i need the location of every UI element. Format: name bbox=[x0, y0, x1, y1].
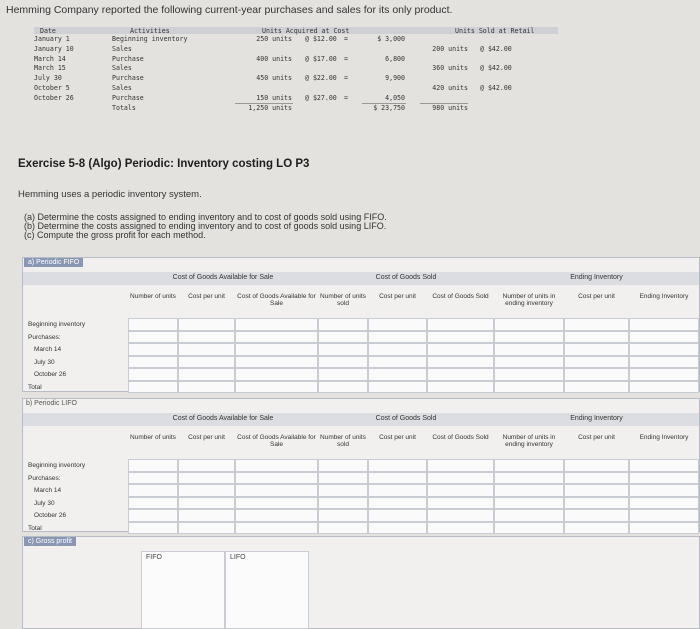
data-row-total: 9,900 bbox=[385, 74, 405, 83]
data-row-retail: @ $42.00 bbox=[480, 64, 512, 73]
data-row-activity: Purchase bbox=[112, 54, 144, 63]
lifo-input-cell[interactable] bbox=[178, 472, 235, 485]
fifo-input-cell[interactable] bbox=[318, 356, 368, 369]
fifo-input-cell[interactable] bbox=[494, 356, 564, 369]
data-row-sold-units: 980 units bbox=[432, 103, 468, 112]
data-row-equals: = bbox=[344, 74, 348, 83]
data-row-activity: Purchase bbox=[112, 74, 144, 83]
fifo-input-cell[interactable] bbox=[235, 381, 318, 394]
lifo-input-cell[interactable] bbox=[178, 522, 235, 535]
data-row-date: October 26 bbox=[34, 93, 74, 102]
fifo-row-label: October 26 bbox=[34, 371, 67, 378]
fifo-row-label: March 14 bbox=[34, 346, 62, 353]
data-row-activity: Totals bbox=[112, 103, 136, 112]
lifo-input-cell[interactable] bbox=[427, 509, 494, 522]
data-row-activity: Beginning inventory bbox=[112, 35, 188, 43]
gross-fifo-header: FIFO bbox=[146, 554, 162, 561]
lifo-group-sold: Cost of Goods Sold bbox=[375, 415, 437, 422]
lifo-input-cell[interactable] bbox=[368, 484, 427, 497]
lifo-input-cell[interactable] bbox=[368, 459, 427, 472]
lifo-col-cogas: Cost of Goods Available for Sale bbox=[237, 434, 316, 448]
fifo-group-ending: Ending Inventory bbox=[570, 274, 623, 281]
lifo-input-cell[interactable] bbox=[318, 522, 368, 535]
data-row-cost: @ $27.00 bbox=[305, 93, 337, 102]
lifo-row-label: July 30 bbox=[34, 499, 55, 507]
data-row-cost: @ $17.00 bbox=[305, 54, 337, 63]
fifo-input-cell[interactable] bbox=[128, 331, 178, 344]
data-row-equals: = bbox=[344, 35, 348, 43]
data-row-date: January 1 bbox=[34, 35, 70, 43]
lifo-col-end-inv: Ending Inventory bbox=[639, 434, 689, 441]
fifo-input-cell[interactable] bbox=[368, 331, 427, 344]
inventory-system-text: Hemming uses a periodic inventory system. bbox=[18, 189, 202, 200]
lifo-input-cell[interactable] bbox=[629, 472, 699, 485]
fifo-input-cell[interactable] bbox=[235, 368, 318, 381]
data-row-retail: @ $42.00 bbox=[480, 84, 512, 92]
lifo-input-cell[interactable] bbox=[318, 459, 368, 472]
lifo-input-cell[interactable] bbox=[235, 509, 318, 522]
fifo-col-num-end: Number of units in ending inventory bbox=[502, 293, 556, 307]
fifo-input-cell[interactable] bbox=[368, 381, 427, 394]
lifo-input-cell[interactable] bbox=[128, 459, 178, 472]
intro-text: Hemming Company reported the following current-year purchases and sales for its only product. bbox=[6, 4, 453, 16]
lifo-input-cell[interactable] bbox=[235, 472, 318, 485]
fifo-input-cell[interactable] bbox=[629, 381, 699, 394]
fifo-col-cost-unit2: Cost per unit bbox=[379, 293, 416, 300]
lifo-input-cell[interactable] bbox=[564, 472, 629, 485]
data-row-sold-units: 420 units bbox=[432, 84, 468, 92]
data-row-units: 1,250 units bbox=[248, 103, 292, 112]
fifo-input-cell[interactable] bbox=[235, 331, 318, 344]
lifo-input-cell[interactable] bbox=[318, 509, 368, 522]
fifo-col-cogas: Cost of Goods Available for Sale bbox=[237, 293, 316, 307]
lifo-row-label: Purchases: bbox=[28, 474, 61, 482]
fifo-group-sold: Cost of Goods Sold bbox=[375, 274, 437, 281]
data-row-date: October 5 bbox=[34, 84, 70, 92]
data-row-equals: = bbox=[344, 54, 348, 63]
fifo-input-cell[interactable] bbox=[318, 318, 368, 331]
lifo-input-cell[interactable] bbox=[629, 509, 699, 522]
fifo-input-cell[interactable] bbox=[235, 343, 318, 356]
lifo-input-cell[interactable] bbox=[235, 484, 318, 497]
lifo-input-cell[interactable] bbox=[318, 497, 368, 510]
fifo-input-cell[interactable] bbox=[564, 331, 629, 344]
data-row-cost: @ $12.00 bbox=[305, 35, 337, 43]
fifo-input-cell[interactable] bbox=[427, 368, 494, 381]
lifo-input-cell[interactable] bbox=[427, 459, 494, 472]
lifo-input-cell[interactable] bbox=[629, 459, 699, 472]
fifo-input-cell[interactable] bbox=[564, 368, 629, 381]
fifo-input-cell[interactable] bbox=[629, 356, 699, 369]
data-row-date: March 14 bbox=[34, 54, 66, 63]
fifo-row-label: Total bbox=[28, 383, 42, 391]
data-row-total: 4,050 bbox=[385, 93, 405, 102]
lifo-col-num-end: Number of units in ending inventory bbox=[502, 434, 556, 448]
fifo-input-cell[interactable] bbox=[128, 356, 178, 369]
data-row-total: $ 23,750 bbox=[373, 103, 405, 112]
fifo-group-available: Cost of Goods Available for Sale bbox=[172, 274, 274, 281]
fifo-input-cell[interactable] bbox=[564, 381, 629, 394]
header-acquired: Units Acquired at Cost bbox=[262, 27, 350, 35]
lifo-input-cell[interactable] bbox=[494, 484, 564, 497]
requirement-c: (c) Compute the gross profit for each method. bbox=[24, 230, 206, 240]
fifo-col-end-inv: Ending Inventory bbox=[639, 293, 689, 300]
fifo-input-cell[interactable] bbox=[494, 318, 564, 331]
fifo-input-cell[interactable] bbox=[235, 356, 318, 369]
data-row-units: 400 units bbox=[256, 54, 292, 63]
gross-lifo-header: LIFO bbox=[230, 554, 246, 561]
lifo-input-cell[interactable] bbox=[494, 472, 564, 485]
header-activities: Activities bbox=[130, 27, 170, 35]
fifo-input-cell[interactable] bbox=[368, 318, 427, 331]
header-sold: Units Sold at Retail bbox=[455, 27, 535, 35]
lifo-input-cell[interactable] bbox=[564, 484, 629, 497]
fifo-input-cell[interactable] bbox=[368, 343, 427, 356]
fifo-input-cell[interactable] bbox=[318, 381, 368, 394]
data-row-date: January 10 bbox=[34, 44, 74, 53]
lifo-input-cell[interactable] bbox=[494, 522, 564, 535]
lifo-row-label: October 26 bbox=[34, 512, 67, 519]
lifo-input-cell[interactable] bbox=[318, 484, 368, 497]
lifo-input-cell[interactable] bbox=[128, 472, 178, 485]
lifo-row-label: Total bbox=[28, 524, 42, 532]
lifo-input-cell[interactable] bbox=[564, 459, 629, 472]
lifo-row-label: Beginning inventory bbox=[28, 462, 86, 469]
lifo-input-cell[interactable] bbox=[368, 472, 427, 485]
lifo-input-cell[interactable] bbox=[128, 497, 178, 510]
data-row-units: 150 units bbox=[256, 93, 292, 102]
lifo-group-available: Cost of Goods Available for Sale bbox=[172, 415, 274, 422]
fifo-input-cell[interactable] bbox=[427, 356, 494, 369]
lifo-input-cell[interactable] bbox=[427, 497, 494, 510]
lifo-input-cell[interactable] bbox=[494, 509, 564, 522]
lifo-input-cell[interactable] bbox=[178, 509, 235, 522]
lifo-input-cell[interactable] bbox=[178, 497, 235, 510]
fifo-input-cell[interactable] bbox=[318, 343, 368, 356]
data-row-activity: Sales bbox=[112, 84, 132, 92]
lifo-input-cell[interactable] bbox=[128, 484, 178, 497]
fifo-col-num-sold: Number of units sold bbox=[320, 293, 366, 307]
lifo-input-cell[interactable] bbox=[235, 497, 318, 510]
fifo-input-cell[interactable] bbox=[629, 318, 699, 331]
fifo-input-cell[interactable] bbox=[427, 331, 494, 344]
fifo-input-cell[interactable] bbox=[494, 331, 564, 344]
lifo-input-cell[interactable] bbox=[494, 497, 564, 510]
lifo-input-cell[interactable] bbox=[494, 459, 564, 472]
gross-lifo-column[interactable] bbox=[225, 551, 309, 629]
lifo-input-cell[interactable] bbox=[368, 509, 427, 522]
data-row-sold-units: 360 units bbox=[432, 64, 468, 73]
data-row-activity: Purchase bbox=[112, 93, 144, 102]
lifo-input-cell[interactable] bbox=[235, 522, 318, 535]
fifo-input-cell[interactable] bbox=[178, 343, 235, 356]
lifo-section-label: b) Periodic LIFO bbox=[26, 400, 77, 407]
exercise-title: Exercise 5-8 (Algo) Periodic: Inventory costing LO P3 bbox=[18, 158, 310, 170]
fifo-input-cell[interactable] bbox=[128, 381, 178, 394]
lifo-input-cell[interactable] bbox=[128, 509, 178, 522]
fifo-input-cell[interactable] bbox=[629, 343, 699, 356]
lifo-row-label: March 14 bbox=[34, 487, 62, 494]
lifo-input-cell[interactable] bbox=[564, 509, 629, 522]
data-row-total: 6,800 bbox=[385, 54, 405, 63]
fifo-input-cell[interactable] bbox=[128, 368, 178, 381]
data-row-equals: = bbox=[344, 93, 348, 102]
gross-section-label: c) Gross profit bbox=[24, 537, 76, 546]
fifo-input-cell[interactable] bbox=[178, 318, 235, 331]
lifo-input-cell[interactable] bbox=[368, 497, 427, 510]
fifo-row-label: Beginning inventory bbox=[28, 321, 86, 328]
fifo-input-cell[interactable] bbox=[629, 331, 699, 344]
fifo-input-cell[interactable] bbox=[368, 356, 427, 369]
fifo-col-cogs: Cost of Goods Sold bbox=[432, 293, 489, 300]
fifo-row-label: Purchases: bbox=[28, 333, 61, 341]
lifo-group-ending: Ending Inventory bbox=[570, 415, 623, 422]
lifo-input-cell[interactable] bbox=[427, 484, 494, 497]
units-total-rule bbox=[235, 103, 293, 104]
fifo-input-cell[interactable] bbox=[318, 331, 368, 344]
fifo-section-label: a) Periodic FIFO bbox=[24, 258, 83, 267]
header-date: Date bbox=[40, 27, 56, 35]
fifo-input-cell[interactable] bbox=[494, 381, 564, 394]
fifo-input-cell[interactable] bbox=[427, 343, 494, 356]
gross-fifo-column[interactable] bbox=[141, 551, 225, 629]
lifo-input-cell[interactable] bbox=[318, 472, 368, 485]
lifo-col-cogs: Cost of Goods Sold bbox=[432, 434, 489, 441]
fifo-input-cell[interactable] bbox=[178, 356, 235, 369]
data-row-units: 250 units bbox=[256, 35, 292, 43]
fifo-input-cell[interactable] bbox=[564, 318, 629, 331]
data-row-date: July 30 bbox=[34, 74, 62, 83]
lifo-input-cell[interactable] bbox=[629, 522, 699, 535]
data-row-activity: Sales bbox=[112, 64, 132, 73]
data-row-cost: @ $22.00 bbox=[305, 74, 337, 83]
fifo-input-cell[interactable] bbox=[128, 343, 178, 356]
lifo-input-cell[interactable] bbox=[427, 472, 494, 485]
data-row-total: $ 3,000 bbox=[377, 35, 405, 43]
fifo-input-cell[interactable] bbox=[178, 381, 235, 394]
lifo-input-cell[interactable] bbox=[564, 497, 629, 510]
fifo-input-cell[interactable] bbox=[128, 318, 178, 331]
gross-panel bbox=[22, 536, 700, 629]
fifo-col-num-units: Number of units bbox=[130, 293, 176, 300]
lifo-input-cell[interactable] bbox=[629, 497, 699, 510]
requirement-a: (a) Determine the costs assigned to ending inventory and to cost of goods sold using FIFO. bbox=[24, 212, 387, 222]
data-row-sold-units: 200 units bbox=[432, 44, 468, 53]
lifo-input-cell[interactable] bbox=[178, 459, 235, 472]
data-row-activity: Sales bbox=[112, 44, 132, 53]
lifo-input-cell[interactable] bbox=[368, 522, 427, 535]
fifo-input-cell[interactable] bbox=[427, 381, 494, 394]
fifo-input-cell[interactable] bbox=[629, 368, 699, 381]
cost-total-rule bbox=[362, 103, 406, 104]
lifo-input-cell[interactable] bbox=[629, 484, 699, 497]
data-row-units: 450 units bbox=[256, 74, 292, 83]
fifo-input-cell[interactable] bbox=[494, 368, 564, 381]
fifo-input-cell[interactable] bbox=[427, 318, 494, 331]
fifo-input-cell[interactable] bbox=[564, 343, 629, 356]
lifo-col-num-sold: Number of units sold bbox=[320, 434, 366, 448]
lifo-col-cost-unit2: Cost per unit bbox=[379, 434, 416, 441]
lifo-input-cell[interactable] bbox=[427, 522, 494, 535]
lifo-col-cost-unit3: Cost per unit bbox=[578, 434, 615, 441]
fifo-row-label: July 30 bbox=[34, 358, 55, 366]
fifo-input-cell[interactable] bbox=[564, 356, 629, 369]
lifo-col-cost-unit: Cost per unit bbox=[188, 434, 225, 441]
fifo-col-cost-unit: Cost per unit bbox=[188, 293, 225, 300]
lifo-input-cell[interactable] bbox=[235, 459, 318, 472]
lifo-col-num-units: Number of units bbox=[130, 434, 176, 441]
fifo-input-cell[interactable] bbox=[318, 368, 368, 381]
fifo-input-cell[interactable] bbox=[178, 331, 235, 344]
fifo-input-cell[interactable] bbox=[368, 368, 427, 381]
lifo-input-cell[interactable] bbox=[128, 522, 178, 535]
data-row-date: March 15 bbox=[34, 64, 66, 73]
fifo-input-cell[interactable] bbox=[494, 343, 564, 356]
data-row-retail: @ $42.00 bbox=[480, 44, 512, 53]
requirement-b: (b) Determine the costs assigned to ending inventory and to cost of goods sold using LIFO. bbox=[24, 221, 387, 231]
fifo-col-cost-unit3: Cost per unit bbox=[578, 293, 615, 300]
sold-total-rule bbox=[420, 103, 468, 104]
fifo-input-cell[interactable] bbox=[178, 368, 235, 381]
lifo-input-cell[interactable] bbox=[564, 522, 629, 535]
fifo-input-cell[interactable] bbox=[235, 318, 318, 331]
lifo-input-cell[interactable] bbox=[178, 484, 235, 497]
